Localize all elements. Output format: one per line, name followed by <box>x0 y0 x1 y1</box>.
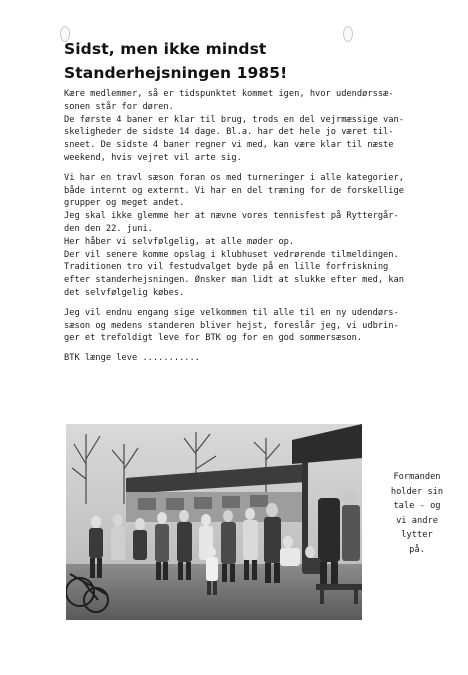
body-line: Her håber vi selvfølgelig, at alle møder op. <box>64 236 295 247</box>
punch-hole-right <box>343 26 353 42</box>
body-line: grupper og meget andet. <box>64 198 185 209</box>
caption-line: på. <box>409 544 425 555</box>
article-body <box>64 88 444 372</box>
headline-line-1: Sidst, men ikke mindst <box>64 40 267 58</box>
paragraph-1 <box>64 88 444 165</box>
caption-line: Formanden <box>393 472 441 482</box>
crowd-photo <box>66 424 362 620</box>
body-line: skeligheder de sidste 14 dage. Bl.a. har det hele jo været til- <box>64 127 394 138</box>
body-line: Jeg vil endnu engang sige velkommen til alle til en ny udendørs- <box>64 307 399 318</box>
body-line: Vi har en travl sæson foran os med turneringer i alle kategorier, <box>64 172 404 183</box>
body-line: ger et trefoldigt leve for BTK og for en god sommersæson. <box>64 333 363 344</box>
paragraph-2 <box>64 172 444 300</box>
crowd-photo-illustration <box>66 424 362 620</box>
body-line: efter standerhejsningen. Ønsker man lidt at slukke efter med, kan <box>64 275 404 286</box>
body-line: både internt og externt. Vi har en del træning for de forskellige <box>64 185 404 196</box>
body-line: sonen står for døren. <box>64 101 174 112</box>
photo-caption <box>372 470 462 557</box>
body-line: sæson og medens standeren bliver hejst, foreslår jeg, vi udbrin- <box>64 320 399 331</box>
body-line: det selvfølgelig købes. <box>64 287 185 298</box>
headline-line-2: Standerhejsningen 1985! <box>64 64 288 82</box>
body-line: Jeg skal ikke glemme her at nævne vores tennisfest på Ryttergår- <box>64 211 399 222</box>
caption-line: holder sin <box>390 486 444 497</box>
caption-line: vi andre <box>396 515 438 526</box>
caption-line: lytter <box>401 530 433 540</box>
body-line: De første 4 baner er klar til brug, trods en del vejrmæssige van- <box>64 114 404 125</box>
body-line: weekend, hvis vejret vil arte sig. <box>64 152 242 163</box>
body-line: Kære medlemmer, så er tidspunktet kommet igen, hvor udendørssæ- <box>64 89 394 99</box>
paragraph-4 <box>64 352 444 365</box>
caption-line: tale - og <box>393 501 441 511</box>
body-line: Traditionen tro vil festudvalget byde på en lille forfriskning <box>64 262 389 273</box>
body-line: BTK længe leve ........... <box>64 353 200 364</box>
body-line: Der vil senere komme opslag i klubhuset vedrørende tilmeldingen. <box>64 249 399 260</box>
body-line: sneet. De sidste 4 baner regner vi med, kan være klar til næste <box>64 140 394 151</box>
body-line: den den 22. juni. <box>64 223 153 234</box>
paragraph-3 <box>64 307 444 345</box>
